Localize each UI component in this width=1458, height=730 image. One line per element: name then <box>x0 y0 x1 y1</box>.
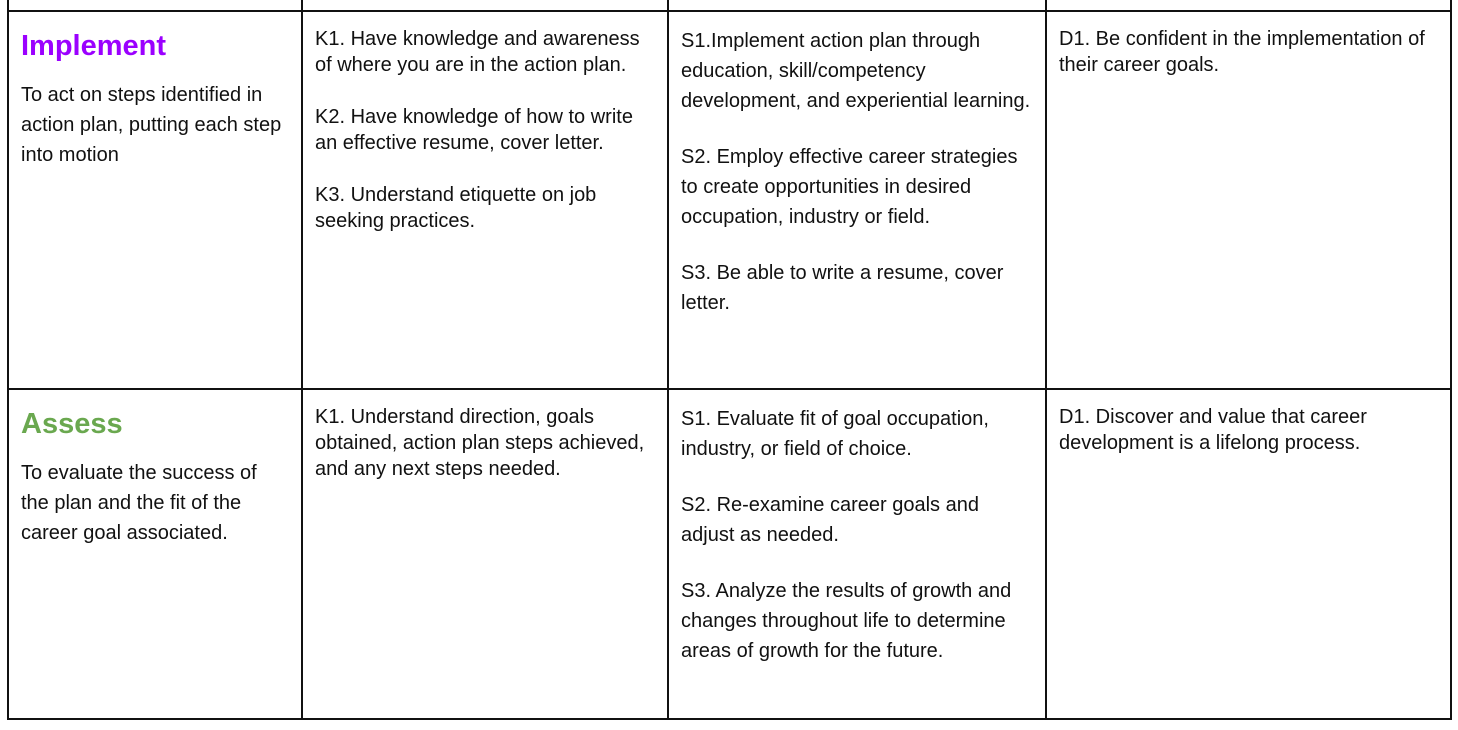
dispositions-cell <box>1046 389 1451 719</box>
table-cell <box>1046 0 1451 11</box>
table-row-assess <box>8 389 1451 719</box>
stage-description: To act on steps identified in action plan, putting each step into motion <box>21 84 282 166</box>
table-row-implement <box>8 11 1451 389</box>
knowledge-item: K1. Understand direction, goals obtained, action plan steps achieved, and any next steps needed. <box>315 406 645 480</box>
skills-cell <box>668 389 1046 719</box>
knowledge-cell <box>302 11 668 389</box>
stage-description: To evaluate the success of the plan and the fit of the career goal associated. <box>21 462 257 544</box>
table-cell <box>8 0 302 11</box>
skill-item: S1. Evaluate fit of goal occupation, industry, or field of choice. <box>681 408 989 460</box>
skill-item: S2. Re-examine career goals and adjust as needed. <box>681 494 979 546</box>
previous-row-remnant <box>8 0 1451 11</box>
competency-table <box>7 0 1452 720</box>
table-cell <box>302 0 668 11</box>
disposition-item: D1. Discover and value that career development is a lifelong process. <box>1059 406 1367 454</box>
skill-item: S3. Analyze the results of growth and changes throughout life to determine areas of growth for the future. <box>681 580 1012 662</box>
knowledge-item: K2. Have knowledge of how to write an effective resume, cover letter. <box>315 106 633 154</box>
stage-title: Assess <box>21 408 123 440</box>
table-cell <box>668 0 1046 11</box>
stage-title: Implement <box>21 30 167 62</box>
skill-item: S2. Employ effective career strategies to create opportunities in desired occupation, industry or field. <box>681 146 1018 228</box>
dispositions-cell <box>1046 11 1451 389</box>
skills-cell <box>668 11 1046 389</box>
stage-cell <box>8 11 302 389</box>
knowledge-cell <box>302 389 668 719</box>
skill-item: S3. Be able to write a resume, cover letter. <box>681 262 1004 314</box>
knowledge-item: K3. Understand etiquette on job seeking practices. <box>315 184 597 232</box>
skill-item: S1.Implement action plan through education, skill/competency development, and experiential learning. <box>681 30 1031 112</box>
knowledge-item: K1. Have knowledge and awareness of where you are in the action plan. <box>315 28 640 76</box>
disposition-item: D1. Be confident in the implementation of their career goals. <box>1059 28 1425 76</box>
stage-cell <box>8 389 302 719</box>
